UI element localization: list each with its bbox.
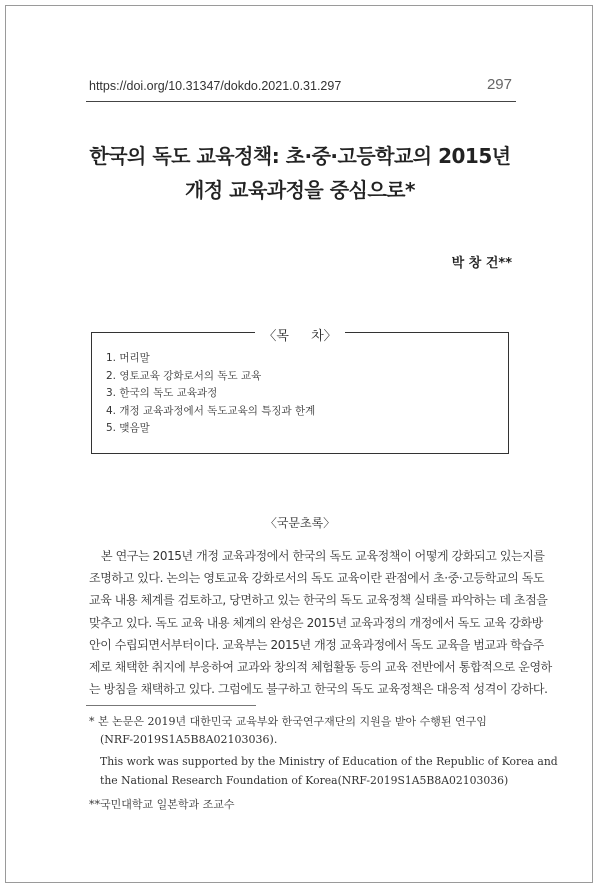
- footnote-rule: [86, 705, 256, 706]
- abstract-line: 제로 채택한 취지에 부응하여 교과와 창의적 체험활동 등의 교육 전반에서 통합적으로 운영하: [89, 660, 552, 675]
- toc-item: 4. 개정 교육과정에서 독도교육의 특징과 한계: [106, 404, 316, 417]
- abstract-line: 맞추고 있다. 독도 교육 내용 체계의 완성은 2015년 교육과정의 개정에서 독도 교육 강화방: [89, 615, 543, 630]
- paper-title-line1: 한국의 독도 교육정책: 초·중·고등학교의 2015년: [89, 144, 511, 168]
- abstract-line: 교육 내용 체계를 검토하고, 당면하고 있는 한국의 독도 교육정책 실태를 파악하는 데 초점을: [89, 593, 548, 608]
- header-rule: [86, 101, 516, 102]
- page-number: 297: [486, 76, 512, 93]
- footnote-2: **국민대학교 일본학과 조교수: [89, 798, 235, 811]
- toc-list: [106, 350, 315, 438]
- toc-item: 3. 한국의 독도 교육과정: [106, 387, 218, 399]
- abstract-line: 본 연구는 2015년 개정 교육과정에서 한국의 독도 교육정책이 어떻게 강화되고 있는지를: [101, 549, 545, 563]
- toc-item: 2. 영토교육 강화로서의 독도 교육: [106, 369, 262, 382]
- footnote-1-english-line1: This work was supported by the Ministry of Education of the Republic of Korea and: [100, 755, 558, 768]
- toc-title-label: 〈목 차〉: [255, 329, 344, 344]
- author-name: 박 창 건**: [451, 256, 512, 271]
- toc-title: [0, 325, 600, 344]
- abstract-line: 조명하고 있다. 논의는 영토교육 강화로서의 독도 교육이란 관점에서 초·중·고등학교의 독도: [89, 571, 545, 586]
- paper-title-line2: 개정 교육과정을 중심으로*: [185, 178, 415, 202]
- abstract-line: 안이 수립되면서부터이다. 교육부는 2015년 개정 교육과정에서 독도 교육을 범교과 학습주: [89, 637, 544, 652]
- abstract-heading: 〈국문초록〉: [264, 516, 336, 530]
- toc-item: 5. 맺음말: [106, 422, 150, 434]
- footnote-1-line1: * 본 논문은 2019년 대한민국 교육부와 한국연구재단의 지원을 받아 수행된 연구임: [89, 715, 487, 728]
- footnote-1-english-line2: the National Research Foundation of Korea(NRF-2019S1A5B8A02103036): [100, 774, 509, 787]
- abstract-line: 는 방침을 채택하고 있다. 그럼에도 불구하고 한국의 독도 교육정책은 대응적 성격이 강하다.: [89, 682, 548, 697]
- footnote-1-line2: (NRF-2019S1A5B8A02103036).: [100, 733, 278, 746]
- abstract-body: [89, 545, 552, 700]
- toc-item: 1. 머리말: [106, 352, 150, 364]
- doi-link[interactable]: https://doi.org/10.31347/dokdo.2021.0.31.297: [89, 79, 342, 93]
